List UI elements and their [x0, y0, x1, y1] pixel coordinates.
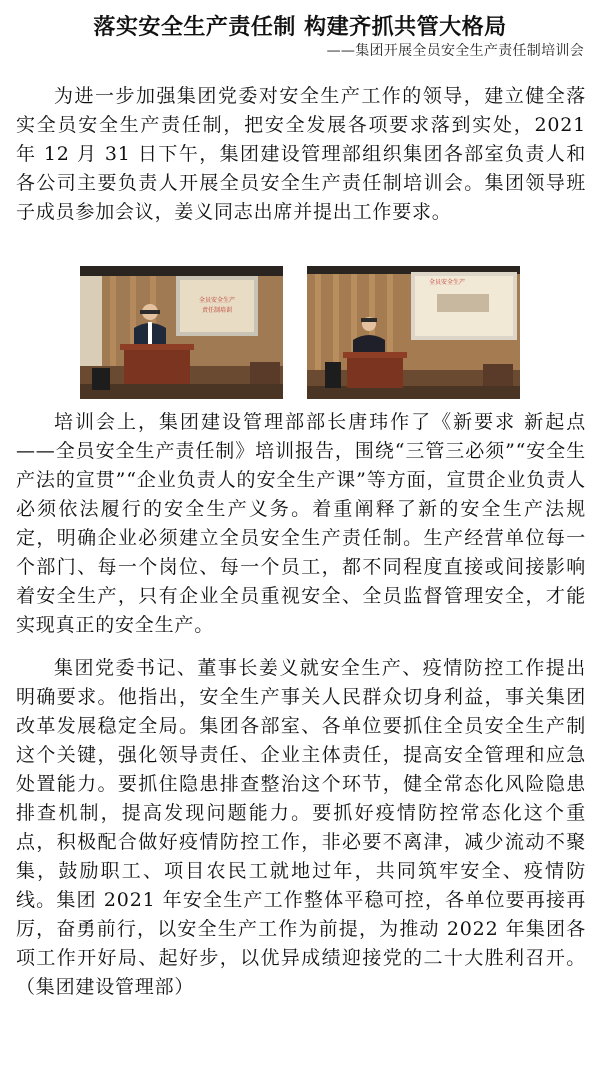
article-subtitle: ——集团开展全员安全生产责任制培训会	[326, 43, 584, 59]
article-title: 落实安全生产责任制 构建齐抓共管大格局	[93, 14, 507, 40]
paragraph-requirements: 集团党委书记、董事长姜义就安全生产、疫情防控工作提出明确要求。他指出，安全生产事关人民群众切身利益，事关集团改革发展稳定全局。集团各部室、各单位要抓住全员安全生产制这个关键，强化领导责任、企业主体责任，提高安全管理和应急处置能力。要抓住隐患排查整治这个环节，健全常态化风险隐患排查机制，提高发现问题能力。要抓好疫情防控常态化这个重点，积极配合做好疫情防控工作，非必要不离津，减少流动不聚集，鼓励职工、项目农民工就地过年，共同筑牢安全、疫情防线。集团 2021 年安全生产工作整体平稳可控，各单位要再接再厉，奋勇前行，以安全生产工作为前提，为推动 2022 年集团各项工作开好局、起好步，以优异成绩迎接党的二十大胜利召开。（集团建设管理部）	[16, 657, 586, 998]
slide-text-line2: 责任制培训	[201, 307, 233, 314]
paragraph-training: 培训会上，集团建设管理部部长唐玮作了《新要求 新起点——全员安全生产责任制》培训报告，围绕“三管三必须”“安全生产法的宣贯”“企业负责人的安全生产课”等方面，宣贯企业负责人必须依法履行的安全生产义务。着重阐释了新的安全生产法规定，明确企业必须建立全员安全生产责任制。生产经营单位每一个部门、每一个岗位、每一个员工，都不同程度直接或间接影响着安全生产，只有企业全员重视安全、全员监督管理安全，才能实现真正的安全生产。	[16, 411, 586, 636]
slide-text-line1: 全员安全生产	[198, 297, 236, 304]
photo-speaker-left	[80, 266, 283, 399]
photo-speaker-right	[307, 266, 520, 399]
slide-text-right: 全员安全生产	[428, 279, 466, 286]
paragraph-intro: 为进一步加强集团党委对安全生产工作的领导，建立健全落实全员安全生产责任制，把安全发展各项要求落到实处，2021 年 12 月 31 日下午，集团建设管理部组织集团各部室负责人和各公司主要负责人开展全员安全生产责任制培训会。集团领导班子成员参加会议，姜义同志出席并提出工作要求。	[16, 85, 586, 223]
